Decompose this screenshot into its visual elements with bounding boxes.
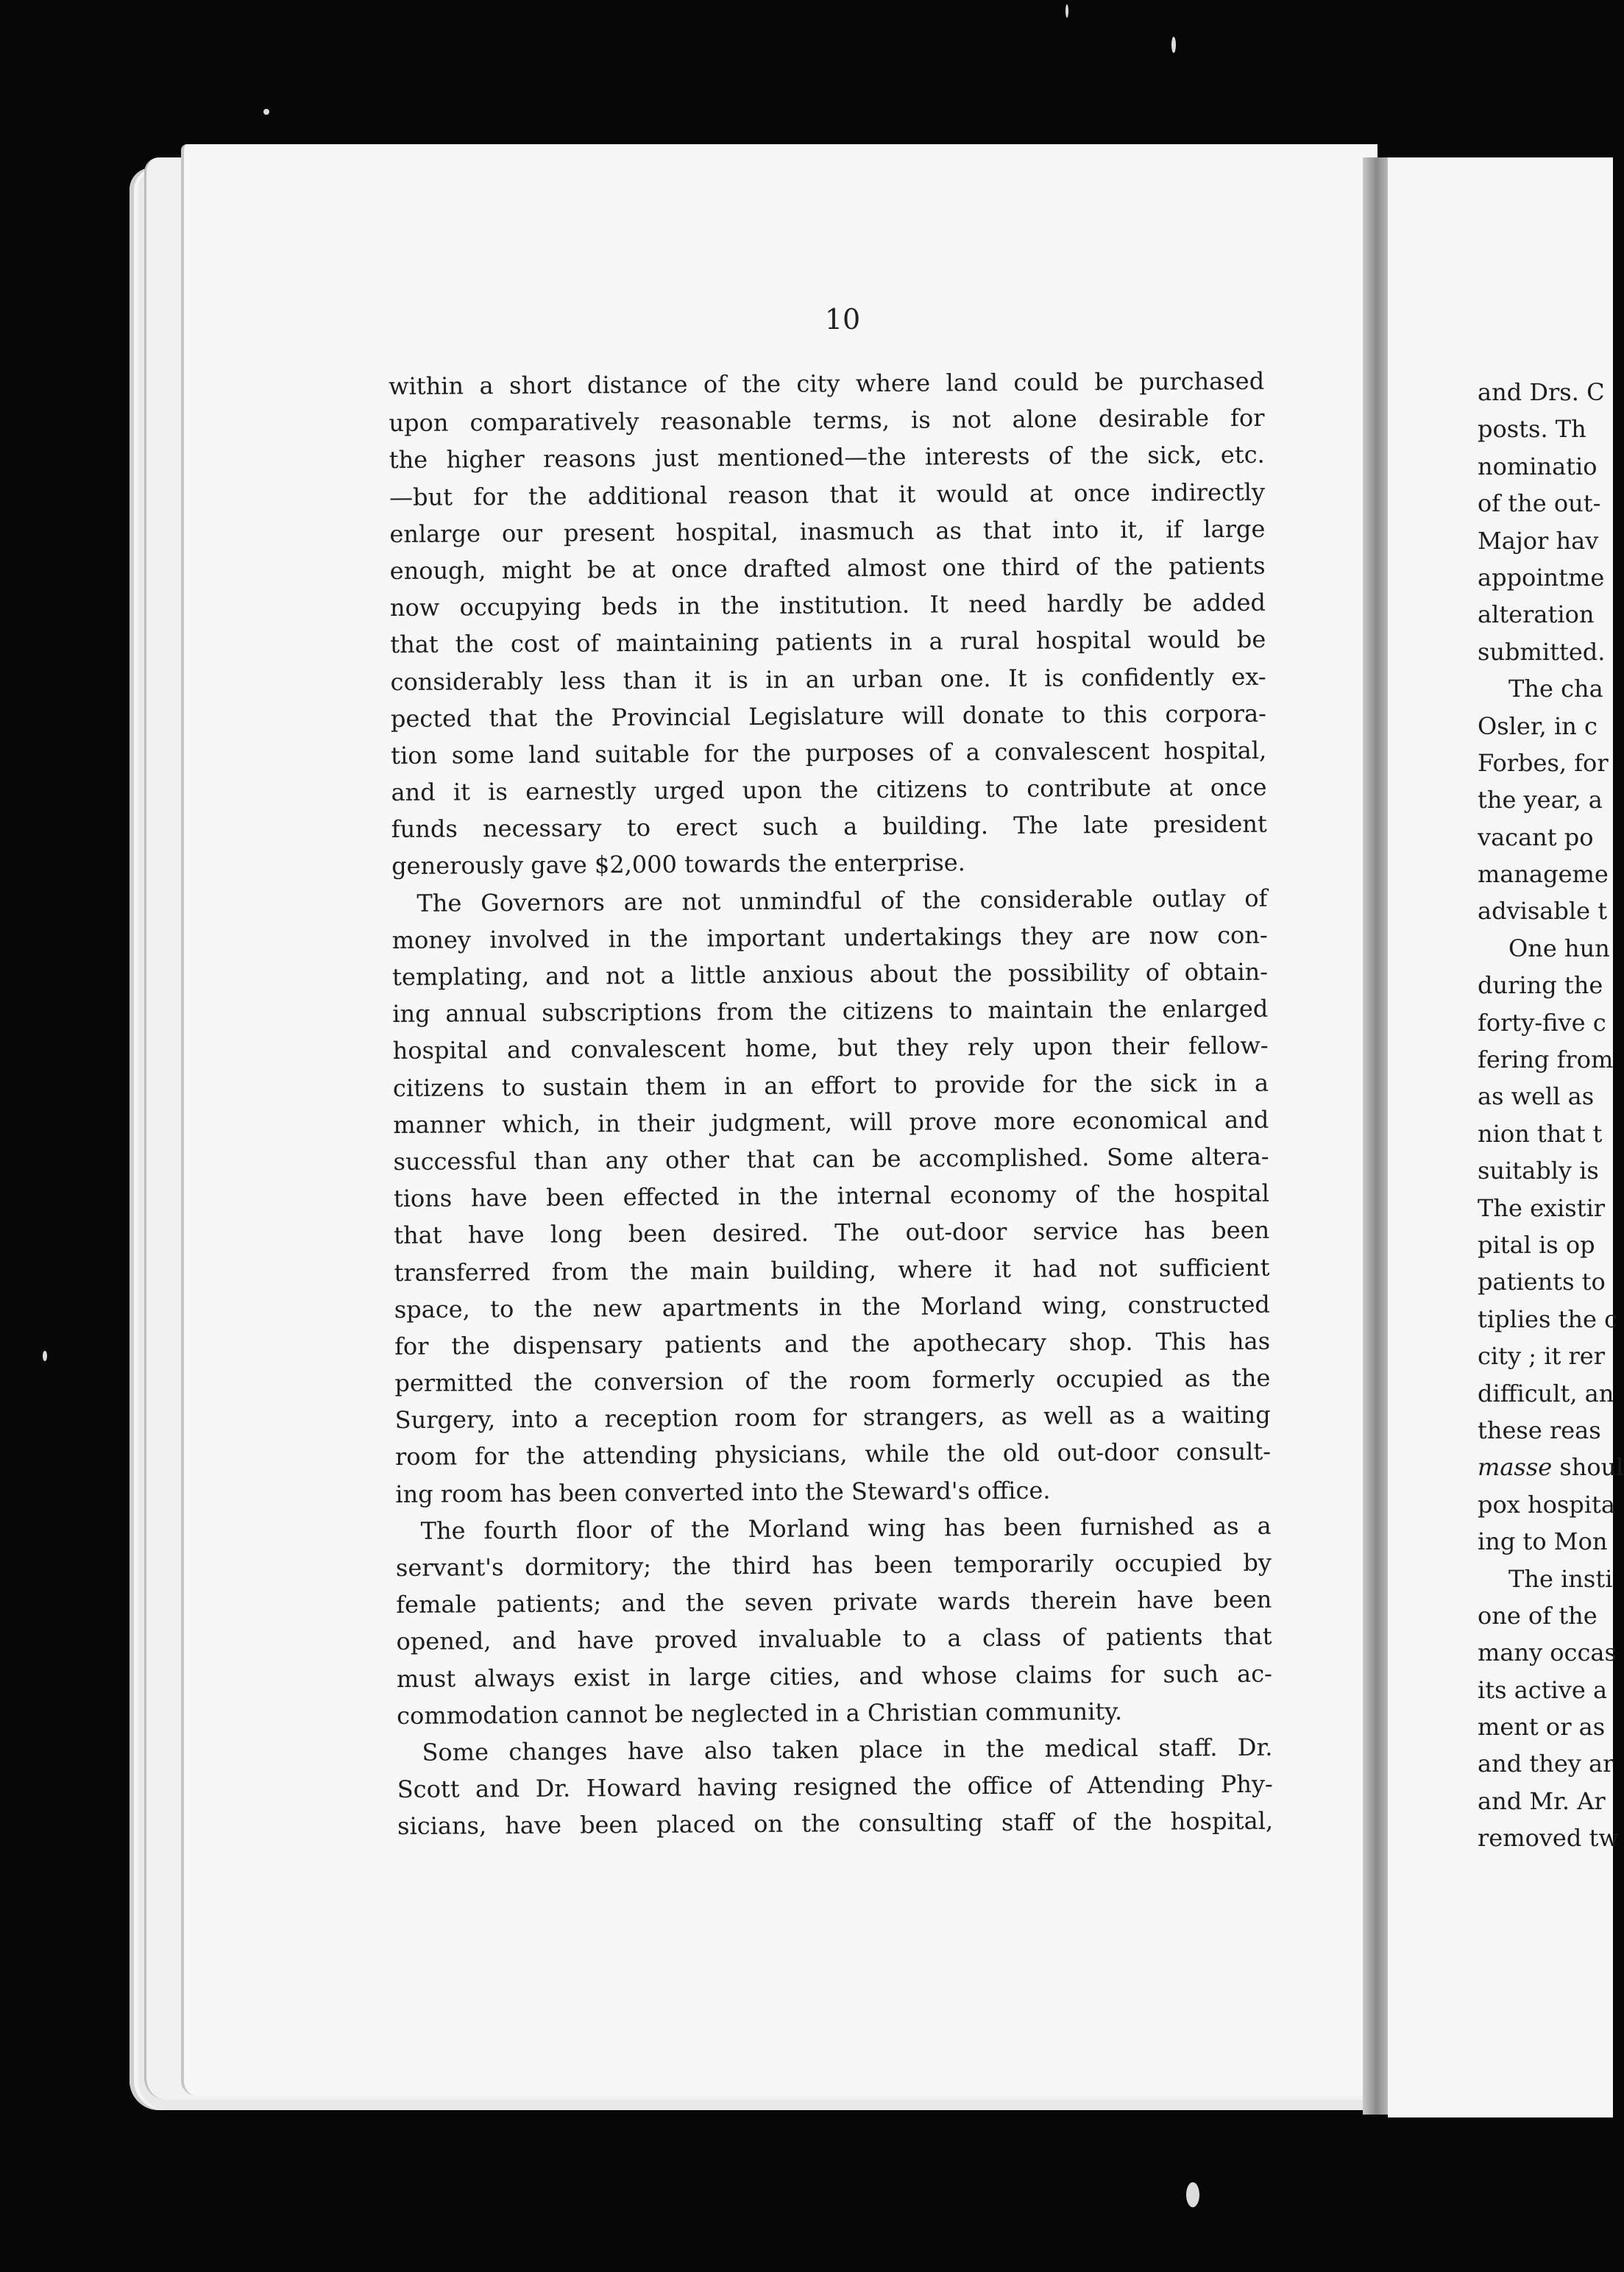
- scan-speck: [1065, 4, 1068, 18]
- text-line: tiplies the c: [1478, 1304, 1618, 1333]
- text-line: forty-five c: [1478, 1008, 1606, 1037]
- text-line: fering from: [1478, 1046, 1614, 1074]
- text-line: Surgery, into a reception room for strangers, as well as a waiting: [394, 1400, 1271, 1435]
- text-line: transferred from the main building, where it had not sufficient: [394, 1253, 1270, 1287]
- text-line: the year, a: [1478, 786, 1603, 814]
- text-line: during the: [1478, 971, 1603, 1000]
- text-line: servant's dormitory; the third has been temporarily occupied by: [395, 1548, 1272, 1582]
- text-line: for the dispensary patients and the apothecary shop. This has: [394, 1327, 1271, 1360]
- text-line: Osler, in c: [1478, 711, 1598, 740]
- text-line: ing annual subscriptions from the citizens to maintain the enlarged: [392, 994, 1269, 1029]
- text-line: Major hav: [1478, 526, 1599, 555]
- text-line: vacant po: [1478, 823, 1594, 851]
- text-line: citizens to sustain them in an effort to provide for the sick in a: [392, 1068, 1269, 1102]
- text-line: appointme: [1478, 563, 1605, 592]
- text-line: The cha: [1508, 675, 1603, 703]
- text-line: difficult, an: [1478, 1379, 1614, 1407]
- text-line: nominatio: [1478, 452, 1598, 480]
- text-line: now occupying beds in the institution. It need hardly be added: [389, 588, 1266, 622]
- text-line: successful than any other that can be accomplished. Some altera-: [393, 1142, 1269, 1176]
- text-line: nion that t: [1478, 1119, 1603, 1148]
- text-line: pital is op: [1478, 1230, 1595, 1259]
- text-line: room for the attending physicians, while the old out-door consult-: [394, 1438, 1272, 1472]
- text-line: Some changes have also taken place in the medical staff. Dr.: [422, 1733, 1273, 1767]
- text-line: pox hospita: [1478, 1490, 1615, 1519]
- left-page-text: [389, 363, 1273, 1845]
- text-line: suitably is: [1478, 1157, 1599, 1185]
- text-line: submitted.: [1478, 637, 1606, 666]
- text-line: The existir: [1478, 1193, 1606, 1222]
- text-line: considerably less than it is in an urban one. It is confidently ex-: [390, 662, 1266, 696]
- text-line: enlarge our present hospital, inasmuch as that into it, if large: [389, 514, 1266, 548]
- text-line: tion some land suitable for the purposes of a convalescent hospital,: [391, 736, 1267, 770]
- text-line: hospital and convalescent home, but they rely upon their fellow-: [392, 1032, 1269, 1065]
- text-line: must always exist in large cities, and whose claims for such ac-: [396, 1659, 1272, 1693]
- text-line: tions have been effected in the internal economy of the hospital: [393, 1179, 1269, 1213]
- text-line: funds necessary to erect such a building. The late president: [391, 809, 1267, 844]
- text-line: and Drs. C: [1478, 378, 1605, 406]
- text-line: female patients; and the seven private wards therein have been: [396, 1585, 1272, 1619]
- text-line: permitted the conversion of the room formerly occupied as the: [394, 1363, 1271, 1398]
- text-line: and Mr. Ar: [1478, 1786, 1606, 1815]
- scan-speck: [263, 109, 269, 115]
- text-line: The Governors are not unmindful of the considerable outlay of: [416, 884, 1268, 917]
- text-line: One hun: [1508, 934, 1610, 962]
- text-line: many occas: [1478, 1639, 1617, 1667]
- text-line: city ; it rer: [1478, 1342, 1606, 1371]
- text-line: ing room has been converted into the Steward's office.: [395, 1476, 1051, 1508]
- text-line: within a short distance of the city where land could be purchased: [389, 366, 1265, 400]
- text-line: one of the: [1478, 1601, 1598, 1630]
- text-line: —but for the additional reason that it would at once indirectly: [389, 478, 1266, 511]
- text-line: templating, and not a little anxious about the possibility of obtain-: [391, 957, 1269, 991]
- text-line: sicians, have been placed on the consulting staff of the hospital,: [397, 1807, 1274, 1841]
- text-line: manageme: [1478, 860, 1609, 889]
- scan-speck: [43, 1351, 47, 1361]
- text-line: generously gave $2,000 towards the enterprise.: [391, 848, 965, 881]
- text-line: Forbes, for: [1478, 748, 1609, 777]
- text-line: removed tw: [1478, 1824, 1619, 1853]
- text-line: and it is earnestly urged upon the citizens to contribute at once: [391, 773, 1267, 807]
- text-line: of the out-: [1478, 489, 1601, 518]
- text-line: manner which, in their judgment, will prove more economical and: [393, 1105, 1269, 1139]
- text-line: advisable t: [1478, 897, 1608, 926]
- text-line: its active a: [1478, 1675, 1608, 1704]
- text-line: The fourth floor of the Morland wing has been furnished as a: [420, 1511, 1272, 1545]
- text-line: that have long been desired. The out-door service has been: [394, 1216, 1270, 1250]
- text-line: masse shoul: [1478, 1453, 1624, 1482]
- text-line: The insti: [1508, 1564, 1613, 1593]
- text-line: money involved in the important undertakings they are now con-: [391, 920, 1268, 954]
- text-line: that the cost of maintaining patients in a rural hospital would be: [390, 625, 1266, 659]
- text-line: space, to the new apartments in the Morland wing, constructed: [394, 1290, 1270, 1324]
- text-line: commodation cannot be neglected in a Christian community.: [397, 1697, 1123, 1730]
- text-line: Scott and Dr. Howard having resigned the office of Attending Phy-: [397, 1769, 1273, 1804]
- scan-speck: [1186, 2182, 1199, 2207]
- text-line: opened, and have proved invaluable to a class of patients that: [396, 1622, 1272, 1656]
- book-gutter: [1363, 157, 1388, 2115]
- text-line: posts. Th: [1478, 415, 1586, 444]
- text-line: pected that the Provincial Legislature will donate to this corpora-: [390, 699, 1267, 733]
- text-line: ing to Mon: [1478, 1527, 1608, 1556]
- text-line: upon comparatively reasonable terms, is not alone desirable for: [389, 403, 1265, 438]
- text-line: enough, might be at once drafted almost one third of the patients: [389, 551, 1266, 585]
- text-line: ment or as: [1478, 1713, 1606, 1742]
- text-line: the higher reasons just mentioned—the interests of the sick, etc.: [389, 441, 1265, 475]
- text-line: patients to: [1478, 1268, 1606, 1296]
- text-line: as well as: [1478, 1082, 1595, 1111]
- right-page-text-cropped: [1478, 374, 1624, 1857]
- scan-speck: [1171, 37, 1176, 53]
- page-number: 10: [824, 303, 861, 336]
- text-line: these reas: [1478, 1416, 1601, 1444]
- text-line: alteration: [1478, 600, 1595, 629]
- text-line: and they ar: [1478, 1750, 1614, 1778]
